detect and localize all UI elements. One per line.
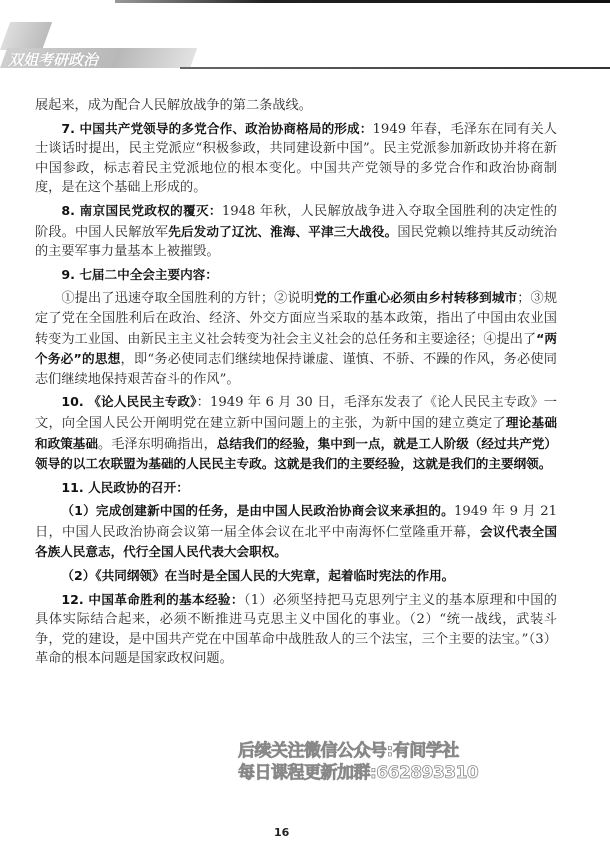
- page-number: 16: [274, 826, 290, 839]
- bold-text: （2）《共同纲领》在当时是全国人民的大宪章，起着临时宪法的作用。: [61, 568, 455, 584]
- watermark-line-1: 后续关注微信公众号:有间学社: [238, 741, 459, 761]
- bold-text: “两个务必”的思想: [35, 330, 557, 367]
- bold-text: 9. 七届二中全会主要内容：: [61, 266, 218, 282]
- bold-text: 总结我们的经验，集中到一点，就是工人阶级（经过共产党）领导的以工农联盟为基础的人民民主专政。这就是我们的主要经验，这就是我们的主要纲领。: [35, 435, 558, 472]
- paragraph: [35, 392, 557, 474]
- top-border: [115, 0, 610, 3]
- text: 。毛泽东明确指出，: [98, 436, 217, 452]
- watermark-line-2: 每日课程更新加群:662893310: [238, 763, 479, 783]
- bold-text: 11. 人民政协的召开：: [61, 479, 189, 495]
- paragraph: [35, 96, 557, 116]
- page-body: [35, 96, 557, 672]
- text: 展起来，成为配合人民解放战争的第二条战线。: [35, 98, 312, 113]
- text: ①提出了迅速夺取全国胜利的方针；②说明: [61, 291, 314, 307]
- paragraph: [35, 288, 557, 389]
- text: 1949 年春，毛泽东在同有关人士谈话时提出，民主党派应“积极参政，共同建设新中国”。民主党派参加新政协并将在新中国参政，标志着民主党派地位的根本变化。中国共产党领导的多党合作和政治协商制度，是在这个基础上形成的。: [35, 121, 557, 196]
- bold-text: （1）完成创建新中国的任务，是由中国人民政治协商会议来承担的。: [61, 503, 454, 519]
- paragraph: [35, 265, 557, 286]
- text: （1）必须坚持把马克思列宁主义的基本原理和中国的具体实际结合起来，必须不断推进马克思主义中国化的事业。（2）“统一战线，武装斗争，党的建设，是中国共产党在中国革命中战胜敌人的三个法宝，三个主要的法宝。”（3）革命的根本问题是国家政权问题。: [35, 592, 557, 667]
- watermark: [238, 740, 478, 784]
- text: ；③规定了党在全国胜利后在政治、经济、外交方面应当采取的基本政策，指出了中国由农业国转变为工业国、由新民主主义社会转变为社会主义社会的总任务和主要途径；④提出了: [35, 291, 558, 347]
- text: ：1949 年 6 月 30 日，毛泽东发表了《论人民民主专政》一文，向全国人民公开阐明党在建立新中国问题上的主张，为新中国的建立奠定了: [35, 395, 557, 431]
- bold-text: 8. 南京国民党政权的覆灭：: [61, 202, 222, 218]
- bold-text: 7. 中国共产党领导的多党合作、政治协商格局的形成：: [61, 120, 373, 136]
- header-rule: [180, 67, 610, 69]
- paragraph: [35, 590, 557, 669]
- bold-text: 10. 《论人民民主专政》: [61, 394, 197, 410]
- bold-text: 理论基础和政策基础: [35, 414, 557, 451]
- paragraph: [35, 566, 557, 587]
- bold-text: 先后发动了辽沈、淮海、平津三大战役。: [168, 223, 398, 239]
- bold-text: 会议代表全国各族人民意志，代行全国人民代表大会职权。: [35, 523, 558, 560]
- paragraph: [35, 501, 557, 563]
- header-decoration: [0, 22, 52, 50]
- bold-text: 12. 中国革命胜利的基本经验：: [61, 591, 244, 607]
- text: 1949 年 9 月 21 日，中国人民政治协商会议第一届全体会议在北平中南海怀仁堂隆重开幕，: [35, 504, 558, 540]
- text: ，即“务必使同志们继续地保持谦虚、谨慎、不骄、不躁的作风，务必使同志们继续地保持艰苦奋斗的作风”。: [35, 352, 557, 387]
- paragraph: [35, 201, 557, 262]
- bold-text: 党的工作重心必须由乡村转移到城市: [314, 290, 518, 306]
- text: 1948 年秋，人民解放战争进入夺取全国胜利的决定性的阶段。中国人民解放军: [35, 203, 557, 240]
- header-title: 双姐考研政治: [8, 51, 99, 69]
- paragraph: [35, 478, 557, 499]
- paragraph: [35, 119, 557, 198]
- text: 国民党赖以维持其反动统治的主要军事力量基本上被摧毁。: [35, 224, 558, 260]
